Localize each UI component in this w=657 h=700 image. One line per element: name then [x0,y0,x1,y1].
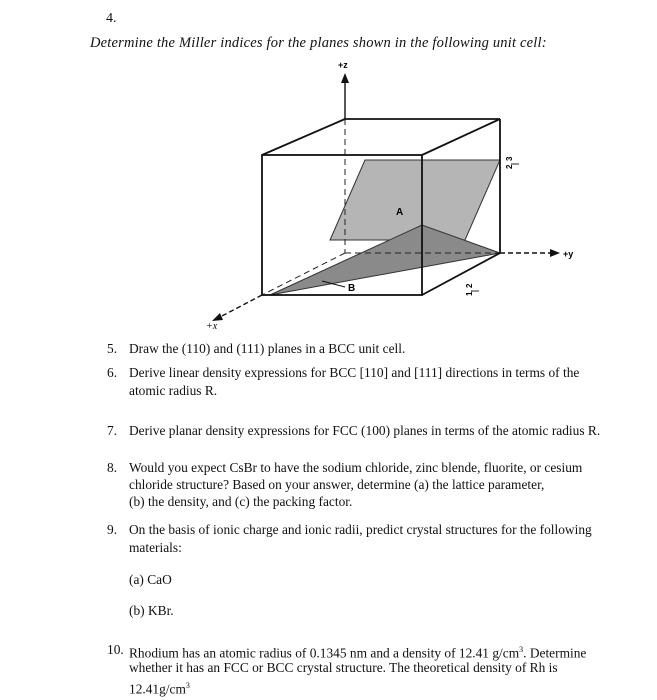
unit-cell-diagram [200,55,590,335]
item-text: Derive linear density expressions for BCC [110] and [111] directions in terms of the [129,365,580,380]
item-number: 8. [107,460,118,475]
item-number: 9. [107,522,118,537]
question-item-5 [107,340,647,358]
fraction-one-half [465,283,479,296]
question-item-7 [107,422,652,440]
item-text: Draw the (110) and (111) planes in a BCC unit cell. [129,341,406,356]
fraction-two-thirds [505,156,519,169]
item-text: (b) the density, and (c) the packing factor. [129,494,353,509]
x-axis-label: +x [206,321,218,332]
item-text: whether it has an FCC or BCC crystal structure. The theoretical density of Rh is [129,660,558,675]
z-axis-arrow-icon [341,73,349,83]
y-axis-label: +y [563,249,574,259]
plane-a-label: A [396,207,404,218]
svg-text:3: 3 [505,156,514,161]
item-text: $12.41g/cm^3$ [129,681,190,697]
item-number: 5. [107,341,118,356]
item-number: 10. [107,642,124,657]
item-text: Rhodium has an atomic radius of 0.1345 nm and a density of 12.41 $g/cm^3$. Determine [129,645,587,661]
svg-text:2: 2 [505,164,514,169]
sub-item-a: (a) CaO [129,572,172,587]
item-text: On the basis of ionic charge and ionic radii, predict crystal structures for the following [129,522,592,537]
x-axis [220,295,262,317]
item-number: 6. [107,365,118,380]
z-axis-label: +z [338,60,348,70]
svg-text:1: 1 [465,291,474,296]
question-number: 4. [106,11,117,26]
question-item-10 [107,641,652,697]
plane-b-label: B [348,283,356,294]
svg-text:2: 2 [465,283,474,288]
item-number: 7. [107,423,118,438]
question-instruction: Determine the Miller indices for the planes shown in the following unit cell: [90,35,547,51]
question-item-6 [107,364,647,400]
item-text: materials: [129,540,182,555]
item-text: atomic radius R. [129,383,218,398]
question-item-8 [107,459,647,513]
sub-item-b: (b) KBr. [129,603,174,618]
item-text: Derive planar density expressions for FCC (100) planes in terms of the atomic radius R. [129,423,601,438]
x-axis-arrow-icon [212,313,223,321]
item-text: chloride structure? Based on your answer, determine (a) the lattice parameter, [129,477,545,492]
item-text: Would you expect CsBr to have the sodium chloride, zinc blende, fluorite, or cesium [129,460,583,475]
question-item-9 [107,521,647,557]
y-axis-arrow-icon [550,249,560,257]
